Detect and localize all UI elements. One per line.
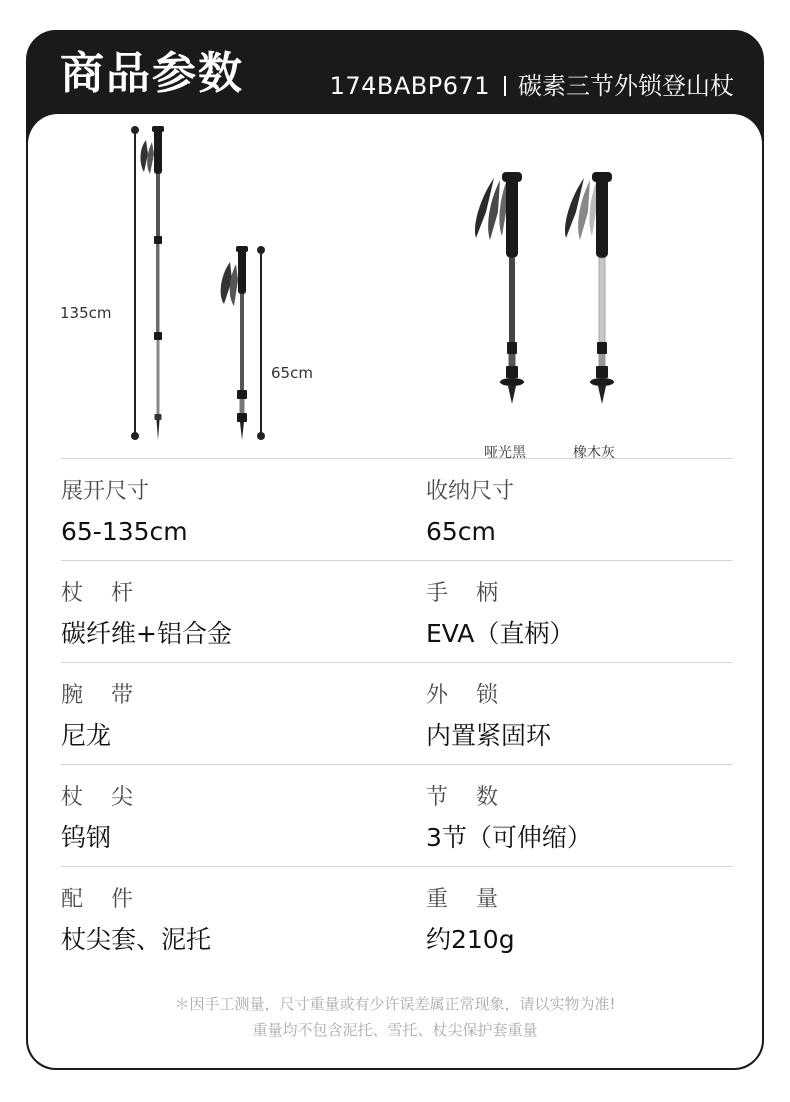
color-option-grey: 橡木灰 xyxy=(573,445,615,461)
content-panel xyxy=(28,114,762,1070)
spec-label: 配 件 xyxy=(61,887,133,912)
model-code: 174BABP671 xyxy=(329,72,490,100)
spec-label: 杖 杆 xyxy=(61,581,133,606)
spec-row xyxy=(61,866,733,968)
extended-dimension-line xyxy=(131,126,139,440)
spec-item xyxy=(61,561,361,661)
header-bar xyxy=(28,32,762,116)
spec-label: 外 锁 xyxy=(426,683,498,708)
collapsed-pole xyxy=(221,246,248,440)
spec-item xyxy=(426,867,726,967)
spec-row xyxy=(61,764,733,866)
spec-label: 手 柄 xyxy=(426,581,498,606)
spec-item xyxy=(61,663,361,763)
spec-value: EVA（直柄） xyxy=(426,619,575,648)
spec-item xyxy=(426,561,726,661)
spec-item xyxy=(426,663,726,763)
spec-value: 杖尖套、泥托 xyxy=(61,925,212,954)
footnote-line: ＊因手工测量，尺寸重量或有少许误差属正常现象，请以实物为准! xyxy=(174,995,616,1013)
spec-value: 尼龙 xyxy=(61,721,112,750)
spec-value: 碳纤维+铝合金 xyxy=(61,619,232,648)
spec-value: 65-135cm xyxy=(61,517,188,546)
product-figure xyxy=(28,114,762,464)
spec-label: 展开尺寸 xyxy=(61,479,150,504)
spec-value: 3节（可伸缩） xyxy=(426,823,592,852)
spec-label: 重 量 xyxy=(426,887,498,912)
spec-label: 杖 尖 xyxy=(61,785,133,810)
spec-value: 内置紧固环 xyxy=(426,721,552,750)
product-name: 碳素三节外锁登山杖 xyxy=(518,72,734,100)
spec-item xyxy=(61,867,361,967)
product-subtitle xyxy=(330,70,734,102)
spec-item xyxy=(426,765,726,865)
page-title: 商品参数 xyxy=(60,48,244,99)
spec-row xyxy=(61,662,733,764)
spec-item xyxy=(426,459,726,559)
collapsed-length-label: 65cm xyxy=(271,364,313,382)
spec-value: 约210g xyxy=(426,925,515,954)
spec-row xyxy=(61,458,733,560)
spec-item xyxy=(61,459,361,559)
spec-value: 钨钢 xyxy=(61,823,112,852)
spec-card xyxy=(26,30,764,1070)
spec-item xyxy=(61,765,361,865)
spec-label: 收纳尺寸 xyxy=(426,479,515,504)
title-divider xyxy=(504,76,506,96)
spec-label: 节 数 xyxy=(426,785,498,810)
black-colorway-pole xyxy=(475,172,524,404)
trekking-pole-illustration xyxy=(28,114,762,464)
extended-length-label: 135cm xyxy=(60,304,112,322)
extended-pole xyxy=(141,126,165,440)
color-option-black: 哑光黑 xyxy=(484,445,526,461)
spec-value: 65cm xyxy=(426,517,496,546)
grey-colorway-pole xyxy=(565,172,614,404)
spec-label: 腕 带 xyxy=(61,683,133,708)
footnote-line: 重量均不包含泥托、雪托、杖尖保护套重量 xyxy=(252,1021,538,1039)
spec-row xyxy=(61,560,733,662)
collapsed-dimension-line xyxy=(257,246,265,440)
